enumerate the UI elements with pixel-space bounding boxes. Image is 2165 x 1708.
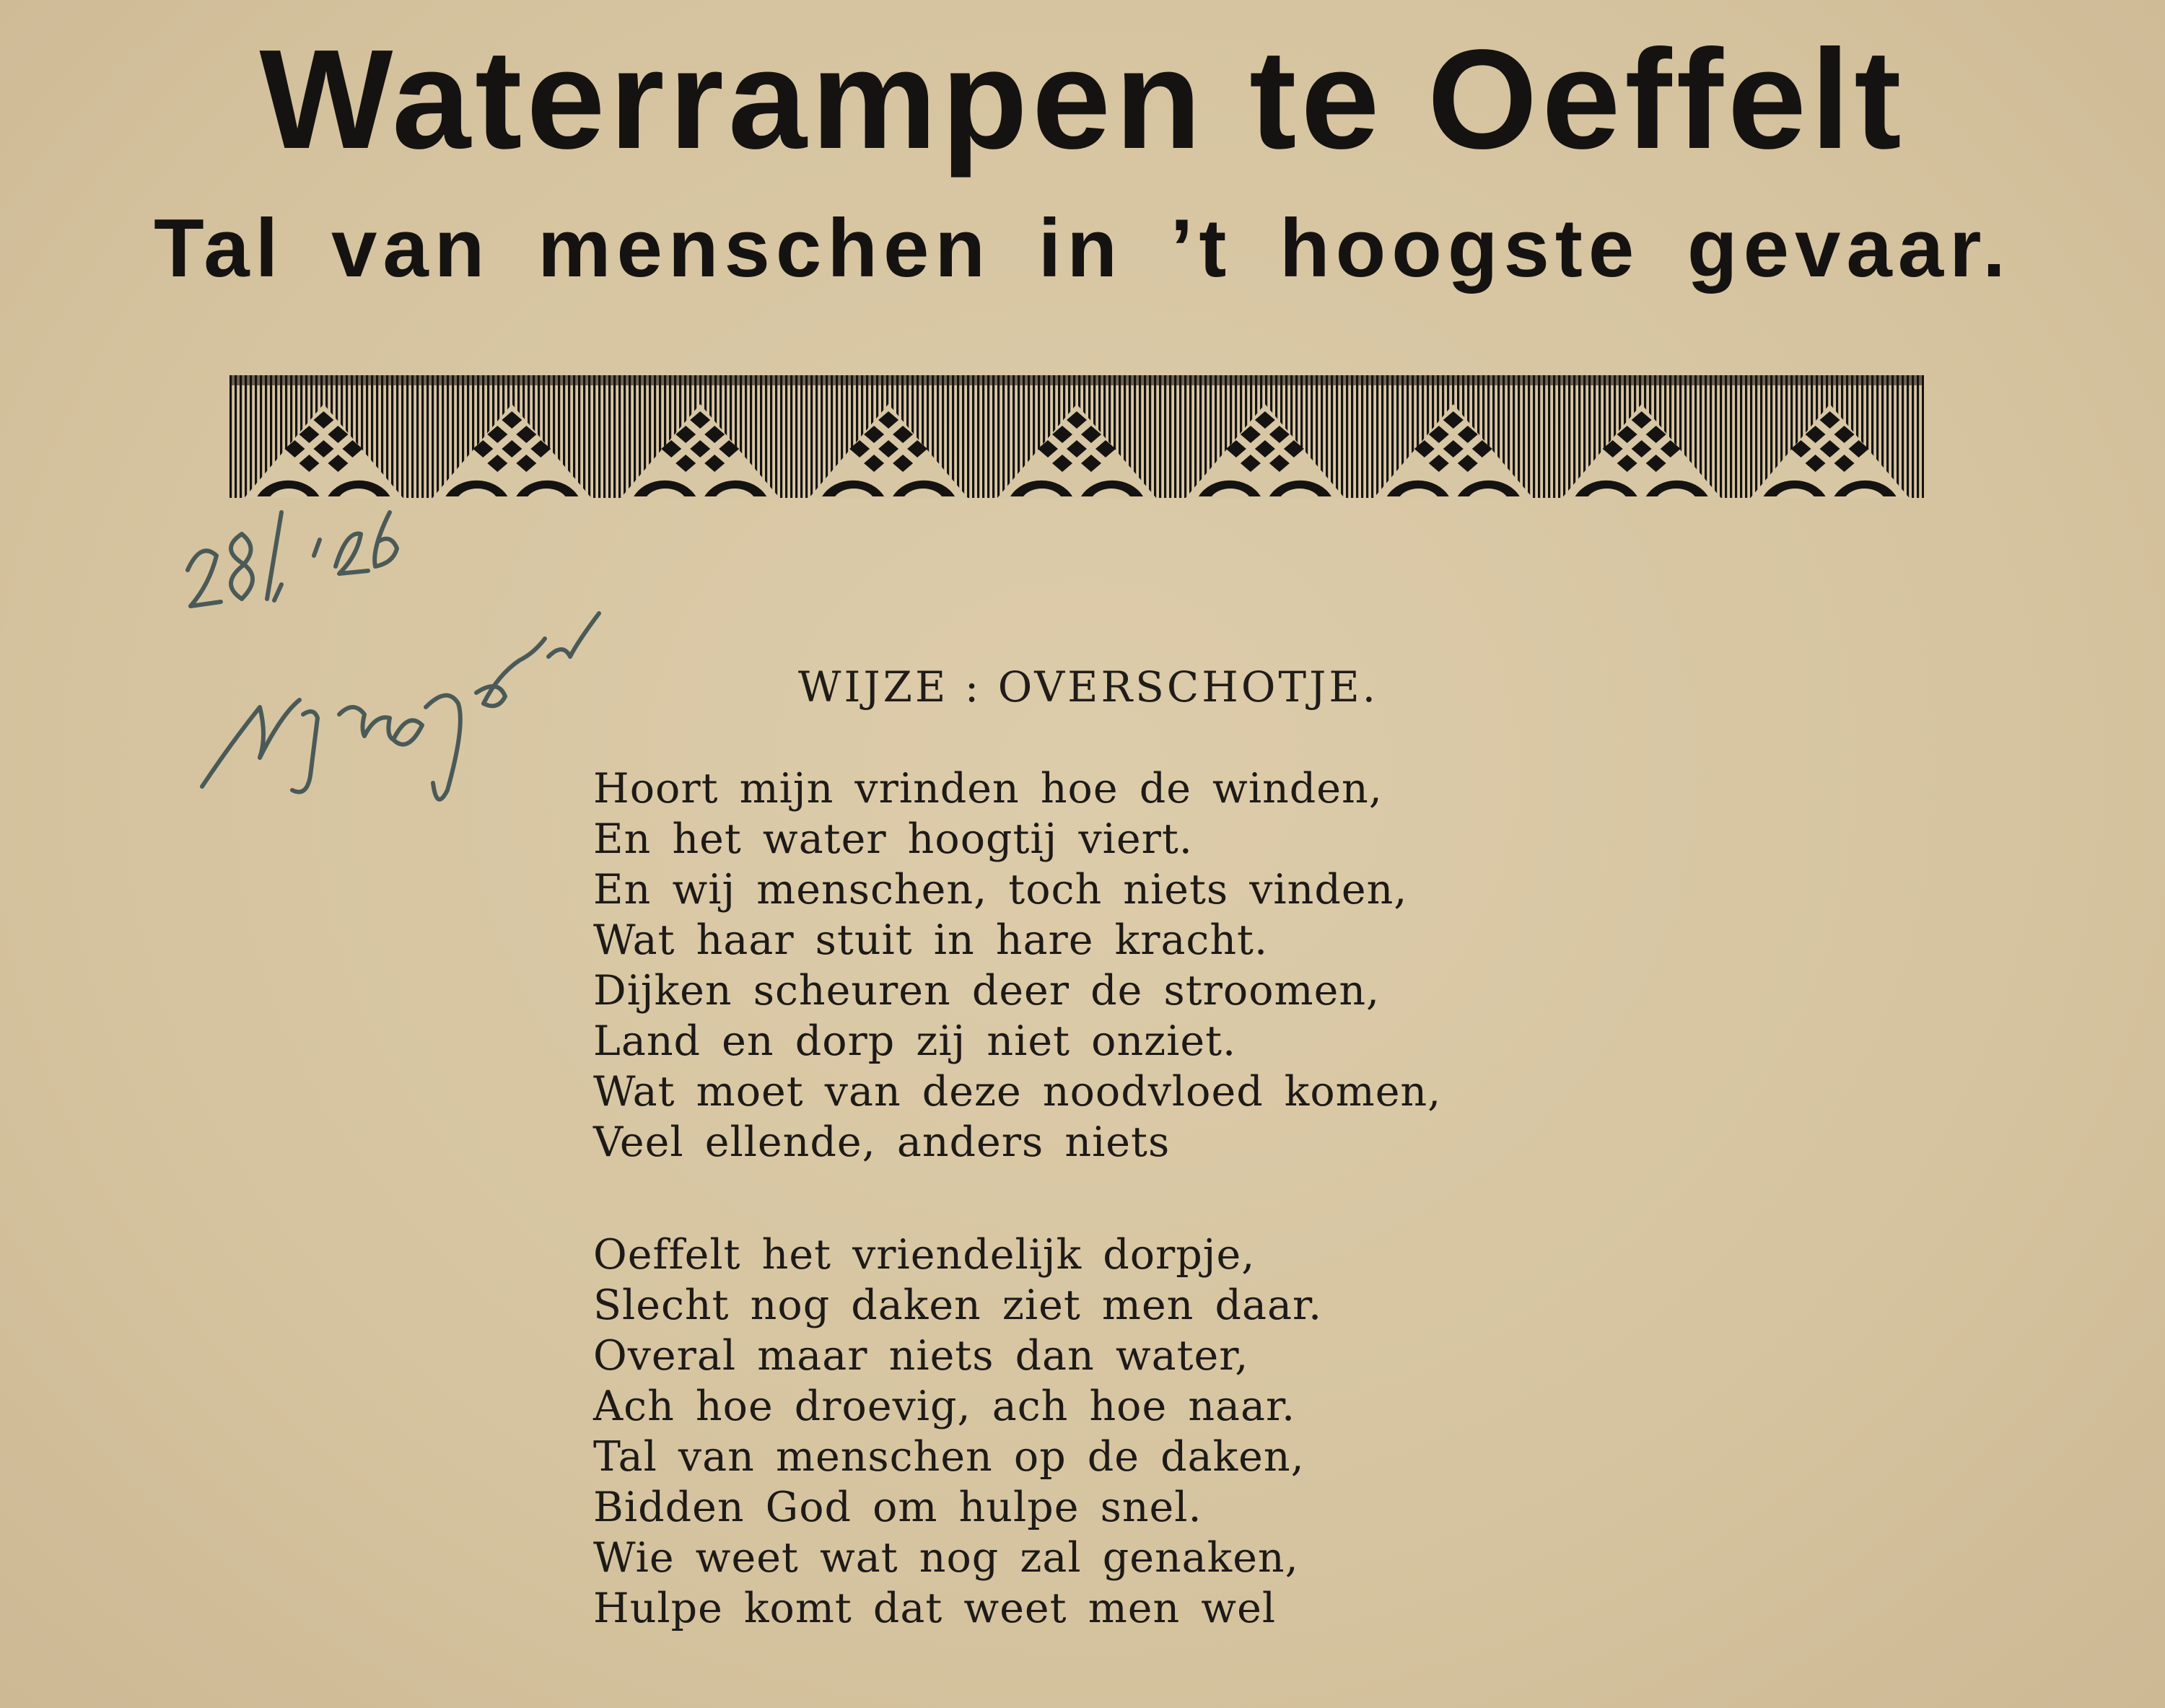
verse-line: Overal maar niets dan water, [593, 1332, 1249, 1380]
subheadline: Tal van menschen in ’t hoogste gevaar. [154, 203, 2011, 294]
stanza-1 [593, 763, 1441, 1168]
verse-line: Wie weet wat nog zal genaken, [593, 1534, 1299, 1582]
tune-line: WIJZE : OVERSCHOTJE. [797, 662, 1379, 711]
stanza-2 [593, 1230, 1322, 1634]
verse-line: Wat moet van deze noodvloed komen, [593, 1068, 1442, 1116]
verse-line: Slecht nog daken ziet men daar. [593, 1282, 1323, 1329]
verse-line: Veel ellende, anders niets [593, 1118, 1171, 1166]
verse-line: Hulpe komt dat weet men wel [593, 1585, 1277, 1632]
verse-line: Tal van menschen op de daken, [593, 1433, 1305, 1481]
verse-line: Land en dorp zij niet onziet. [593, 1017, 1237, 1065]
verse-line: Ach hoe droevig, ach hoe naar. [593, 1383, 1296, 1430]
handwritten-annotation [173, 498, 606, 815]
verse-line: Bidden God om hulpe snel. [593, 1484, 1202, 1531]
verse-line: En het water hoogtij viert. [593, 815, 1193, 863]
verse-line: Oeffelt het vriendelijk dorpje, [593, 1231, 1256, 1279]
verse-line: Wat haar stuit in hare kracht. [593, 916, 1269, 964]
verse-line: En wij menschen, toch niets vinden, [593, 866, 1408, 914]
ornamental-border [229, 375, 1924, 498]
verse-line: Dijken scheuren deer de stroomen, [593, 967, 1381, 1015]
verse-line: Hoort mijn vrinden hoe de winden, [593, 765, 1383, 813]
headline: Waterrampen te Oeffelt [259, 20, 1906, 178]
